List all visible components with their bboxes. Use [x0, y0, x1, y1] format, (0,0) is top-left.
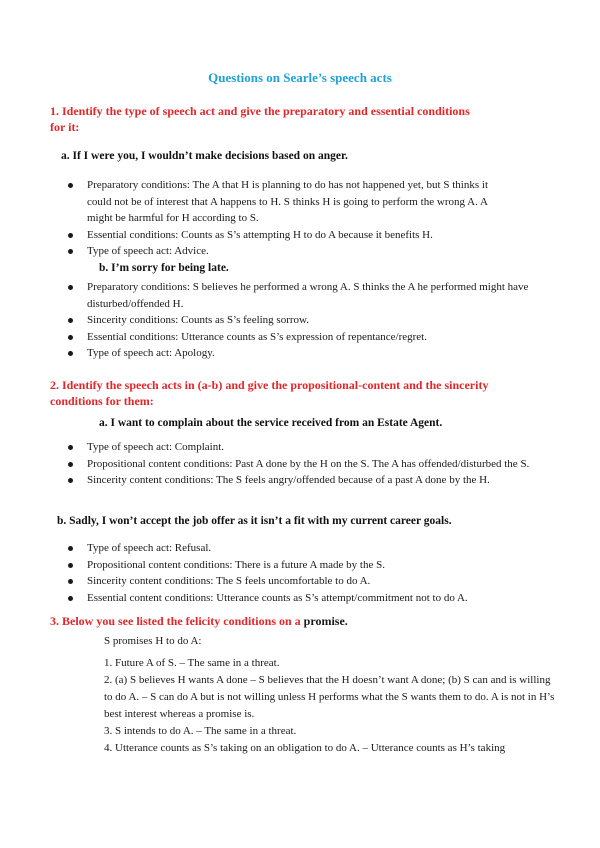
question-3-intro: S promises H to do A: — [104, 635, 202, 647]
question-3-heading-tail: promise. — [303, 614, 348, 628]
question-2-heading-line1: 2. Identify the speech acts in (a-b) and give the propositional-content and the sincerity — [50, 378, 489, 392]
question-2b-sentence — [57, 515, 452, 527]
question-3-line: 2. (a) S believes H wants A done – S believes that the H doesn’t want A done; (b) S can and is willing to do A. – S can do A but is not willing unless H performs what the S wants them to do. A is not in H’s best interest whereas a promise is. — [104, 674, 555, 720]
question-3-line: 1. Future A of S. – The same in a threat. — [104, 657, 280, 669]
question-3-lines — [104, 655, 558, 757]
question-2b-list — [68, 540, 538, 606]
list-item: Type of speech act: Refusal. — [68, 540, 538, 557]
list-item: Essential conditions: Utterance counts as S’s expression of repentance/regret. — [68, 329, 548, 346]
question-1b-sentence — [99, 262, 229, 274]
question-3-line: 3. S intends to do A. – The same in a threat. — [104, 725, 297, 737]
question-3-heading-text: 3. Below you see listed the felicity conditions on a — [50, 614, 301, 628]
question-2a-text: I want to complain about the service received from an Estate Agent. — [110, 417, 443, 429]
list-item: Essential conditions: Counts as S’s attempting H to do A because it benefits H. — [68, 227, 507, 244]
list-item: Type of speech act: Apology. — [68, 345, 548, 362]
question-2-heading-line2: conditions for them: — [50, 394, 154, 408]
question-2b-label: b. — [57, 515, 67, 527]
question-1a-list — [68, 177, 488, 260]
question-1b-label: b. — [99, 262, 109, 274]
question-3-heading — [50, 613, 570, 629]
question-2a-label: a. — [99, 417, 108, 429]
question-3-line: 4. Utterance counts as S’s taking on an obligation to do A. – Utterance counts as H’s taking — [104, 742, 506, 754]
list-item: Type of speech act: Complaint. — [68, 439, 538, 456]
list-item: Propositional content conditions: There is a future A made by the S. — [68, 557, 538, 574]
question-1b-text: I’m sorry for being late. — [111, 262, 229, 274]
question-2b-text: Sadly, I won’t accept the job offer as it isn’t a fit with my current career goals. — [69, 515, 452, 527]
question-2a-list — [68, 439, 538, 489]
question-1a-label: a. — [61, 150, 70, 162]
list-item: Sincerity conditions: Counts as S’s feeling sorrow. — [68, 312, 548, 329]
question-1-heading-line2: for it: — [50, 120, 80, 134]
list-item: Sincerity content conditions: The S feels angry/offended because of a past A done by the H. — [68, 472, 538, 489]
question-2-heading — [50, 377, 570, 409]
list-item: Preparatory conditions: The A that H is planning to do has not happened yet, but S thinks it could not be of interest that A happens to H. S thinks H is going to perform the wrong A. A might be harmful for H according to S. — [68, 177, 488, 227]
question-1a-sentence — [61, 150, 348, 162]
question-2a-sentence — [99, 417, 442, 429]
question-1-heading — [50, 103, 570, 135]
page-title: Questions on Searle’s speech acts — [208, 70, 392, 85]
list-item: Sincerity content conditions: The S feels uncomfortable to do A. — [68, 573, 538, 590]
list-item: Essential content conditions: Utterance counts as S’s attempt/commitment not to do A. — [68, 590, 538, 607]
question-1b-list — [68, 279, 548, 362]
list-item: Type of speech act: Advice. — [68, 243, 488, 260]
question-1a-text: If I were you, I wouldn’t make decisions based on anger. — [72, 150, 348, 162]
list-item: Propositional content conditions: Past A done by the H on the S. The A has offended/disturbed the S. — [68, 456, 538, 473]
question-1-heading-line1: 1. Identify the type of speech act and give the preparatory and essential conditions — [50, 104, 470, 118]
list-item: Preparatory conditions: S believes he performed a wrong A. S thinks the A he performed might have disturbed/offended H. — [68, 279, 548, 312]
